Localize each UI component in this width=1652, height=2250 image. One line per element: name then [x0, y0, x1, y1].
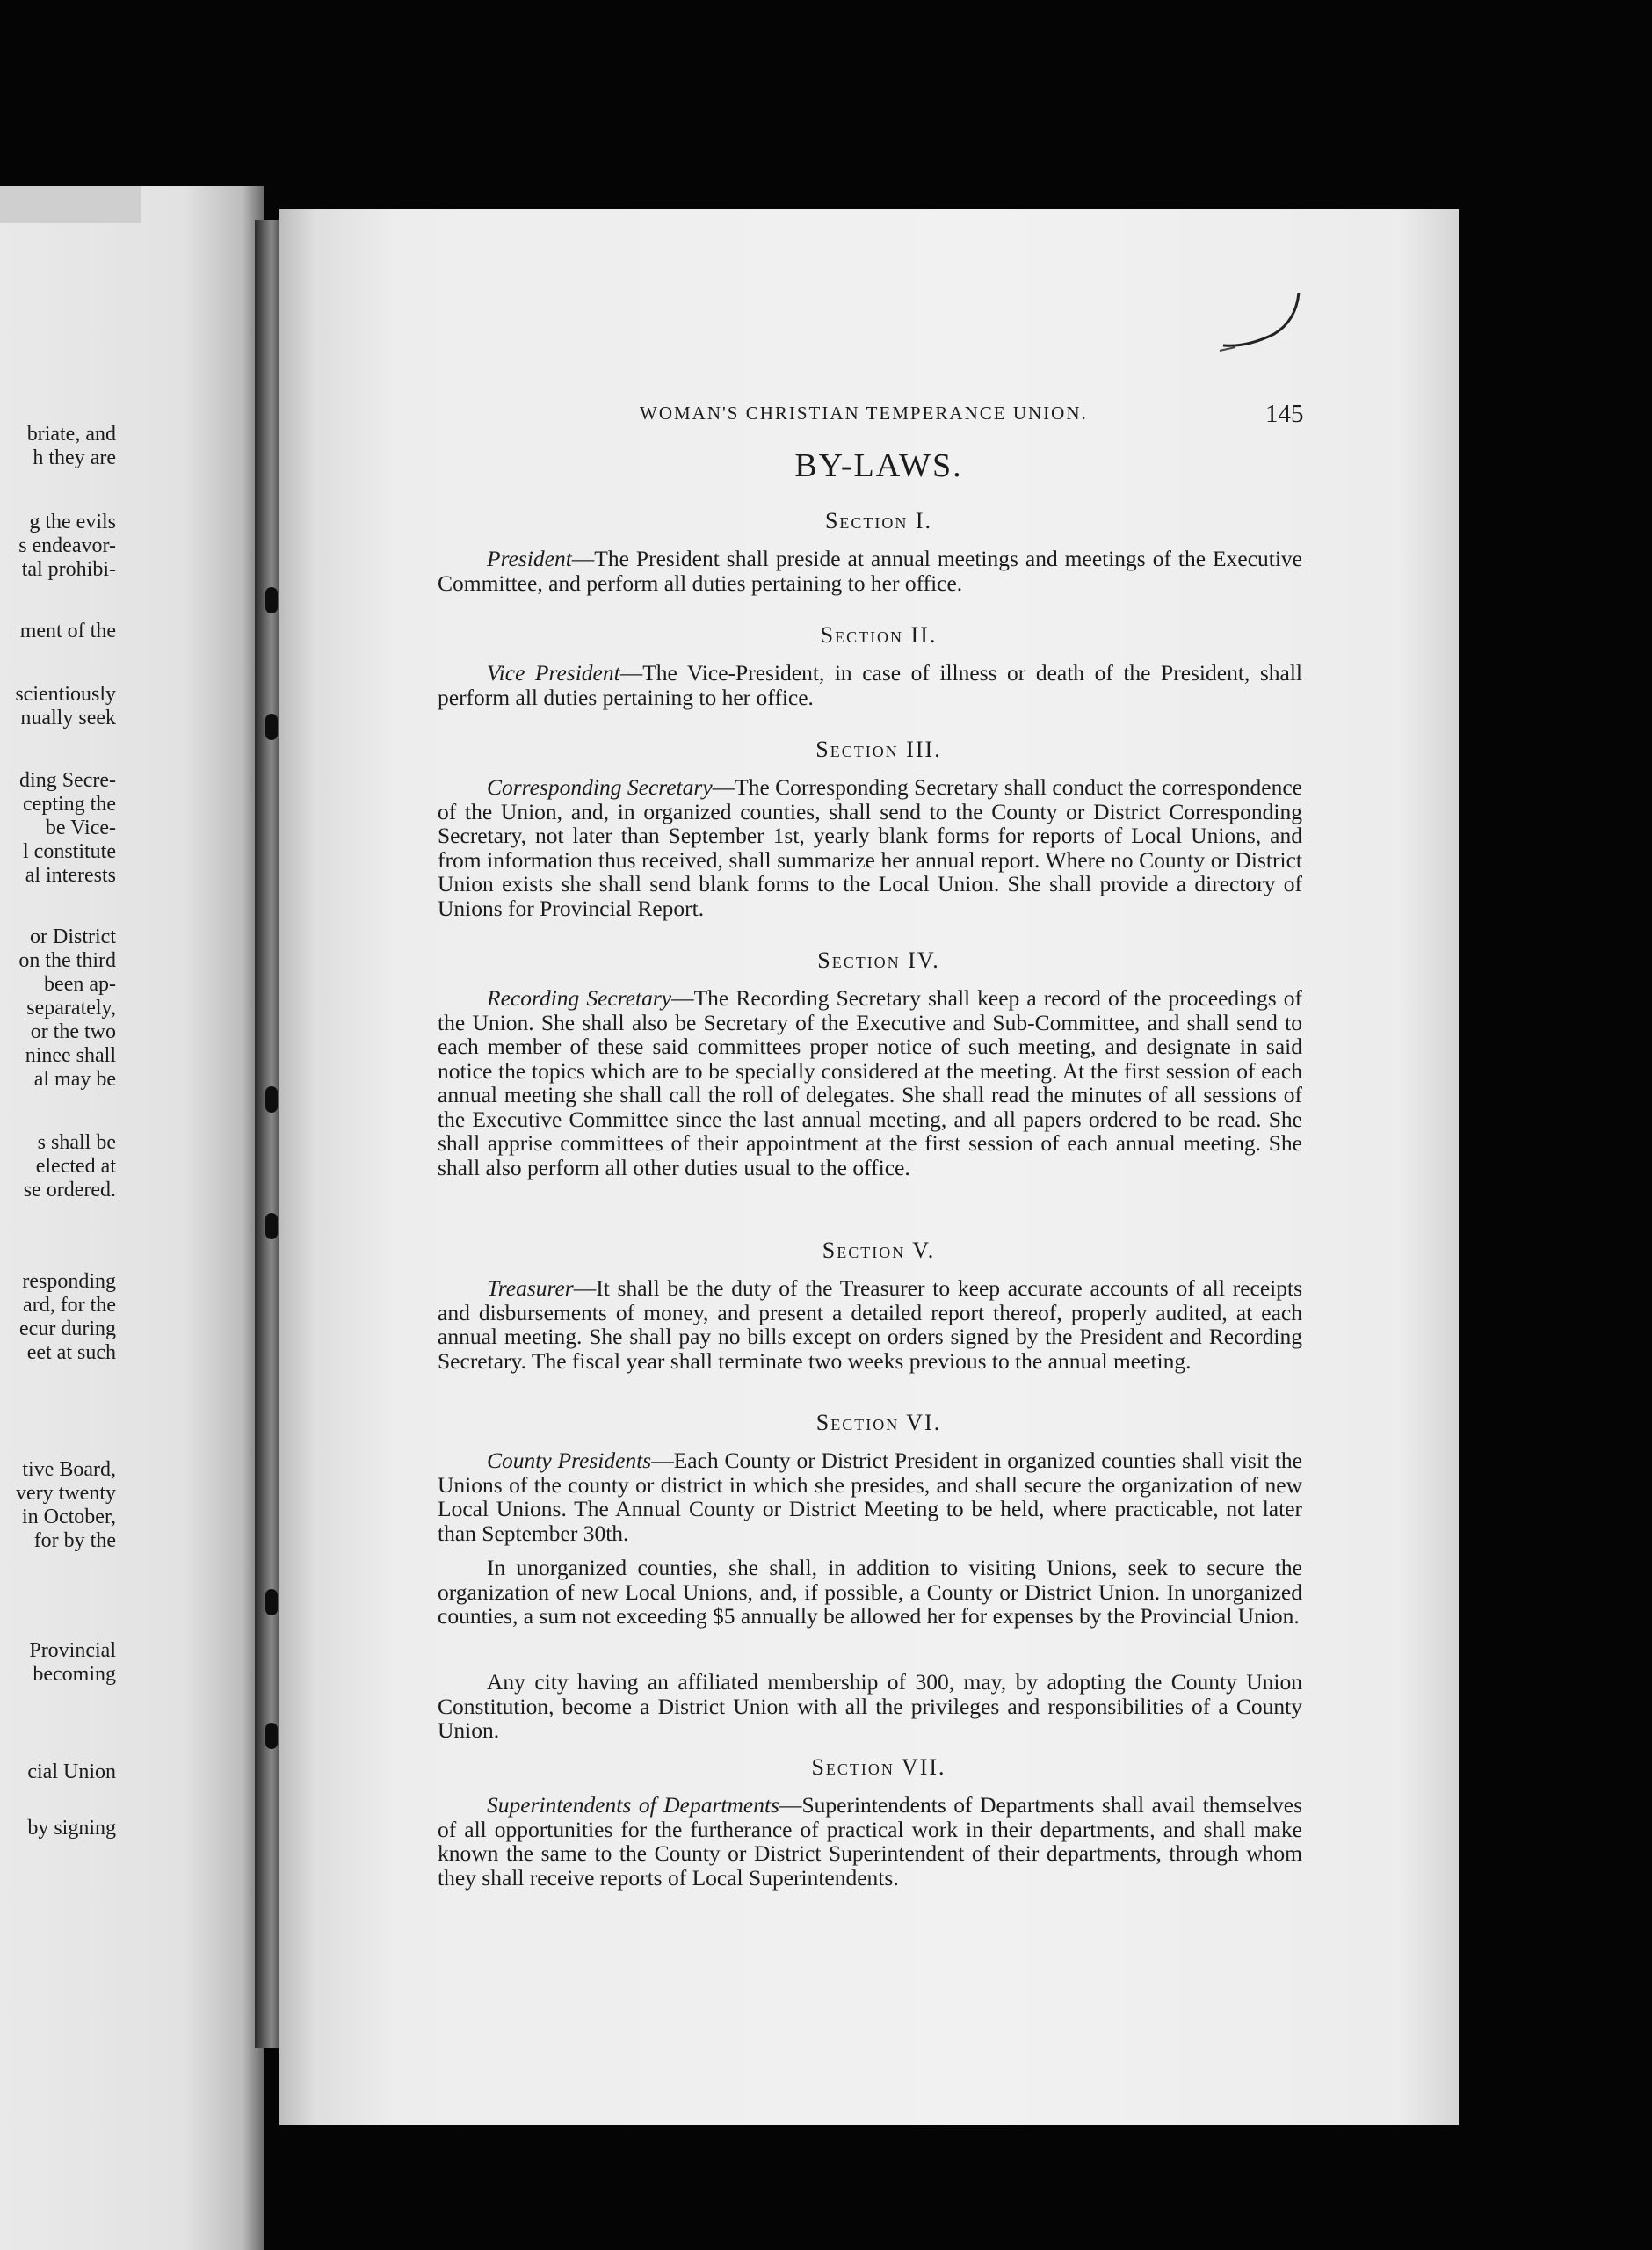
- left-page-line: briate, and: [26, 423, 116, 446]
- section-heading: Section III.: [815, 737, 942, 762]
- left-page-line: Provincial: [29, 1639, 116, 1662]
- left-page-line: in October,: [21, 1506, 116, 1528]
- left-page-line: elected at: [35, 1155, 116, 1178]
- paragraph-text: —Each County or District President in organized counties shall visit the Unions of the county or district in which she presides, and shall secure the organization of new Local Unions. The Annual County or District Meeting to be held, where practicable, not later than September 30th.: [438, 1448, 1302, 1546]
- left-page-line: or the two: [30, 1020, 116, 1043]
- section-heading: Section VI.: [815, 1410, 942, 1435]
- left-page-line: al interests: [25, 864, 116, 887]
- paragraph-text: —The Corresponding Secretary shall conduct the correspondence of the Union, and, in organized counties, shall send to the County or District Corresponding Secretary, not later than September 1st, yearly blank forms for reports of Local Unions, and from information thus received, shall summarize her annual report. Where no County or District Union exists she shall send blank forms to the Local Union. She shall provide a directory of Unions for Provincial Report.: [438, 774, 1302, 921]
- section-paragraph: [438, 1793, 1302, 1890]
- left-page-line: cial Union: [27, 1760, 116, 1783]
- page-number: 145: [1265, 400, 1304, 428]
- left-page-line: be Vice-: [45, 817, 116, 839]
- paragraph-text: Any city having an affiliated membership of 300, may, by adopting the County Union Constitution, become a District Union with all the privileges and responsibilities of a County Union.: [438, 1669, 1302, 1743]
- officer-title: President: [487, 546, 572, 571]
- section-paragraph: [438, 1448, 1302, 1545]
- binding-hole: [265, 587, 278, 613]
- left-page-edge: [0, 186, 141, 223]
- section-paragraph: [438, 986, 1302, 1179]
- officer-title: County Presidents: [487, 1448, 652, 1473]
- paragraph-text: —The Recording Secretary shall keep a record of the proceedings of the Union. She shall also be Secretary of the Executive and Sub-Committee, and shall send to each member of these said committees proper notice of such meeting, and designate in said notice the topics which are to be specially considered at the meeting. At the first session of each annual meeting she shall call the roll of delegates. She shall read the minutes of all sessions of the Executive Committee since the last annual meeting, and all papers ordered to be read. She shall apprise committees of their appointment at the first session of each annual meeting. She shall also perform all other duties usual to the office.: [438, 985, 1302, 1180]
- left-page-line: nually seek: [20, 707, 116, 729]
- section-paragraph: [438, 547, 1302, 595]
- binding-hole: [265, 1589, 278, 1615]
- left-page: [0, 186, 264, 2250]
- left-page-line: tal prohibi-: [21, 558, 116, 581]
- section-paragraph: [438, 1276, 1302, 1373]
- section-paragraph: [438, 661, 1302, 709]
- officer-title: Treasurer: [487, 1275, 574, 1301]
- left-page-line: ard, for the: [23, 1294, 116, 1317]
- binding-hole: [265, 714, 278, 740]
- paragraph-text: —Superintendents of Departments shall avail themselves of all opportunities for the furtherance of practical work in their departments, and shall make known the same to the County or District Superintendent of their departments, through whom they shall receive reports of Local Superintendents.: [438, 1792, 1303, 1891]
- left-page-line: cepting the: [23, 793, 116, 816]
- left-page-line: ecur during: [19, 1317, 116, 1340]
- section-heading: Section IV.: [817, 947, 940, 973]
- section-heading: Section V.: [822, 1238, 936, 1263]
- binding-hole: [265, 1086, 278, 1113]
- left-page-line: ment of the: [19, 620, 116, 642]
- paragraph-text: —The President shall preside at annual meetings and meetings of the Executive Committee, and perform all duties pertaining to her office.: [438, 546, 1302, 596]
- binding-hole: [265, 1213, 278, 1239]
- left-page-line: separately,: [26, 997, 116, 1020]
- running-header: WOMAN'S CHRISTIAN TEMPERANCE UNION.: [640, 403, 1088, 424]
- paragraph-text: In unorganized counties, she shall, in addition to visiting Unions, seek to secure the organization of new Local Unions, and, if possible, a County or District Union. In unorganized counties, a sum not exceeding $5 annually be allowed her for expenses by the Provincial Union.: [438, 1555, 1302, 1629]
- section-paragraph: [438, 1556, 1302, 1629]
- officer-title: Recording Secretary: [487, 985, 672, 1011]
- left-page-line: s shall be: [37, 1131, 116, 1154]
- left-page-line: s endeavor-: [18, 534, 116, 557]
- left-page-line: scientiously: [15, 683, 116, 706]
- left-page-line: on the third: [18, 949, 116, 972]
- left-page-line: been ap-: [44, 973, 116, 996]
- left-page-line: al may be: [33, 1068, 116, 1091]
- paragraph-text: —It shall be the duty of the Treasurer to keep accurate accounts of all receipts and disbursements of money, and present a detailed report thereof, properly audited, at each annual meeting. She shall pay no bills except on orders signed by the President and Recording Secretary. The fiscal year shall terminate two weeks previous to the annual meeting.: [438, 1275, 1302, 1374]
- left-page-line: or District: [30, 925, 116, 948]
- left-page-line: very twenty: [16, 1482, 116, 1505]
- page-title: BY-LAWS.: [794, 447, 963, 484]
- section-paragraph: [438, 1670, 1302, 1743]
- paragraph-text: —The Vice-President, in case of illness or death of the President, shall perform all duties pertaining to her office.: [438, 660, 1302, 710]
- binding-hole: [265, 1723, 278, 1749]
- left-page-line: l constitute: [23, 840, 116, 863]
- section-heading: Section II.: [820, 622, 938, 648]
- left-page-line: for by the: [33, 1529, 116, 1552]
- left-page-line: ninee shall: [25, 1044, 116, 1067]
- left-page-line: responding: [22, 1270, 116, 1293]
- officer-title: Superintendents of Departments: [487, 1792, 779, 1818]
- officer-title: Corresponding Secretary: [487, 774, 713, 800]
- section-heading: Section VII.: [811, 1754, 946, 1780]
- section-paragraph: [438, 775, 1302, 920]
- left-page-line: by signing: [27, 1817, 116, 1840]
- section-heading: Section I.: [824, 508, 933, 533]
- pencil-check-mark: [1213, 286, 1318, 365]
- left-page-line: se ordered.: [23, 1179, 116, 1201]
- left-page-line: h they are: [33, 446, 116, 469]
- left-page-line: eet at such: [26, 1341, 116, 1364]
- left-page-line: becoming: [33, 1663, 116, 1686]
- left-page-line: g the evils: [29, 511, 116, 533]
- left-page-text: [0, 186, 116, 2250]
- left-page-line: tive Board,: [22, 1458, 116, 1481]
- left-page-line: ding Secre-: [19, 769, 116, 792]
- officer-title: Vice President: [487, 660, 620, 686]
